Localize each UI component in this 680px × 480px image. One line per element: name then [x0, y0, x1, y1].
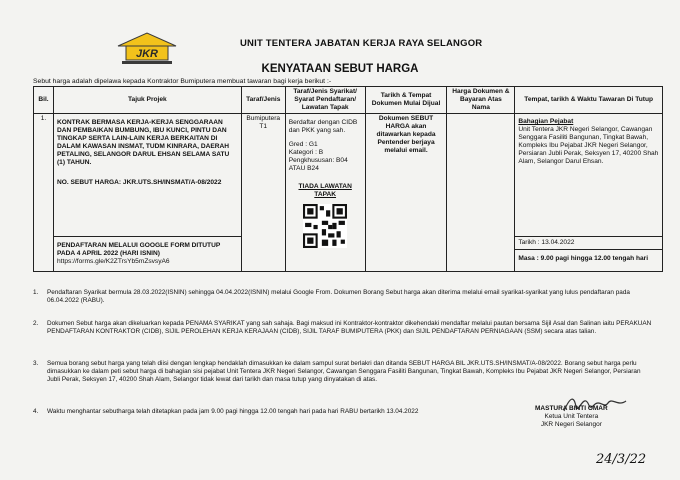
- quotation-table: [33, 86, 663, 272]
- cell-taraf: Bumiputera T1: [241, 114, 285, 272]
- cell-registration: [53, 237, 241, 272]
- note-1: [33, 289, 653, 305]
- jkr-logo: [112, 30, 182, 66]
- page-title: KENYATAAN SEBUT HARGA: [261, 63, 419, 75]
- col-header-tajuk: Tajuk Projek: [53, 87, 241, 114]
- cell-project: [53, 114, 241, 237]
- qr-code: [303, 204, 347, 248]
- cell-syarat: [285, 114, 365, 272]
- syarat-text: Berdaftar dengan CIDB dan PKK yang sah.: [288, 119, 358, 135]
- cell-tempat: [515, 114, 663, 237]
- note-number: 4.: [33, 408, 39, 415]
- logo-text: JKR: [135, 48, 159, 60]
- tempat-text: Unit Tentera JKR Negeri Selangor, Cawangan Senggara Fasiliti Bangunan, Tingkat Bawah, Kompleks Ibu Pejabat JKR Negeri Selangor, Persiaran Jubli Perak, Seksyen 17, 40200 Shah Alam, Selangor Darul Ehsan.: [518, 126, 659, 166]
- quotation-ref: NO. SEBUT HARGA: JKR.UTS.SH/INSMAT/A-08/2022: [56, 179, 222, 187]
- cell-closing: [515, 237, 663, 272]
- note-number: 2.: [33, 320, 39, 327]
- col-header-taraf: Taraf/Jenis: [241, 87, 285, 114]
- closing-date: Tarikh : 13.04.2022: [515, 237, 662, 250]
- signature-block: [535, 405, 608, 429]
- tempat-label: Bahagian Pejabat: [518, 118, 574, 126]
- project-title: KONTRAK BERMASA KERJA-KERJA SENGGARAAN DAN PEMBAIKAN BUMBUNG, IBU KUNCI, PINTU DAN TINGKAP SERTA LAIN-LAIN KERJA BERKAITAN DI DALAM KAWASAN INSMAT, TUDM KINRARA, DAERAH PETALING, SELANGOR DARUL EHSAN SELAMA SATU (1) TAHUN.: [56, 119, 230, 167]
- note-text: Semua borang sebut harga yang telah diisi dengan lengkap hendaklah dimasukkan ke dalam sampul surat berlakri dan ditanda SEBUT HARGA BIL JKR.UTS.SH/INSMAT/A-08/2022. Borang sebut harga perlu dimasukkan ke dalam peti sebut harga di bahagian sisi pejabat Unit Tentera JKR Negeri Selangor, Cawangan Senggara Fasiliti Bangunan, Tingkat Bawah, Kompleks Ibu Pejabat JKR Negeri Selangor, Persiaran Jubli Perak, Seksyen 17, 40200 Shah Alam, Selangor tidak lewat dari tarikh dan masa tutup yang dinyatakan di atas.: [47, 360, 641, 383]
- col-header-tarikh: Tarikh & Tempat Dokumen Mulai Dijual: [365, 87, 447, 114]
- cell-bil: 1.: [34, 114, 54, 272]
- organization-name: UNIT TENTERA JABATAN KERJA RAYA SELANGOR: [240, 38, 483, 49]
- note-text: Waktu menghantar sebutharga telah ditetapkan pada jam 9.00 pagi hingga 12.00 tengah hari pada hari RABU bertarikh 13.04.2022: [47, 408, 419, 415]
- note-3: [33, 360, 653, 384]
- intro-text: Sebut harga adalah dipelawa kepada Kontraktor Bumiputera membuat tawaran bagi kerja berikut :-: [33, 78, 332, 85]
- kategori-text: Kategori : B: [288, 149, 324, 157]
- pengkhususan-text: Pengkhususan: B04 ATAU B24: [288, 157, 348, 173]
- signatory-position: Ketua Unit Tentera: [544, 413, 599, 421]
- col-header-syarat: Taraf/Jenis Syarikat/ Syarat Pendaftaran/ Lawatan Tapak: [285, 87, 365, 114]
- table-header-row: [34, 87, 663, 114]
- note-4: [33, 408, 533, 416]
- closing-time: Masa : 9.00 pagi hingga 12.00 tengah hari: [518, 255, 649, 263]
- col-header-tempat: Tempat, tarikh & Waktu Tawaran Di Tutup: [515, 87, 663, 114]
- registration-text: PENDAFTARAN MELALUI GOOGLE FORM DITUTUP PADA 4 APRIL 2022 (HARI ISNIN): [56, 242, 221, 258]
- gred-text: Gred : G1: [288, 141, 318, 149]
- note-number: 1.: [33, 289, 39, 296]
- cell-harga: [447, 114, 515, 272]
- signatory-name: MASTURA BINTI OMAR: [535, 405, 608, 412]
- note-text: Dokumen Sebut harga akan dikeluarkan kepada PENAMA SYARIKAT yang sah sahaja. Bagi maksud ini Kontraktor-kontraktor dikehendaki mendaftar melalui pautan bersama Sijil Asal dan Salinan iaitu PERAKUAN PENDAFTARAN KONTRAKTOR (CIDB), SIJIL PEROLEHAN KERJA KERAJAAN (CIDB), SIJIL TARAF BUMIPUTERA (PKK) dan SIJIL PENDAFTARAN PERNIAGAAN (SSM) secara atas talian.: [47, 320, 652, 335]
- signatory-org: JKR Negeri Selangor: [540, 421, 602, 429]
- handwritten-date: 24/3/22: [596, 452, 647, 467]
- cell-dokumen: Dokumen SEBUT HARGA akan ditawarkan kepada Pentender berjaya melalui email.: [365, 114, 447, 272]
- col-header-bil: Bil.: [34, 87, 54, 114]
- note-number: 3.: [33, 360, 39, 367]
- form-url-link[interactable]: https://forms.gle/K2ZTrsYb5mZsvsyA6: [56, 258, 170, 266]
- note-text: Pendaftaran Syarikat bermula 28.03.2022(ISNIN) sehingga 04.04.2022(ISNIN) melalui Google From. Dokumen Borang Sebut harga akan diterima melalui email syarikat-syarikat yang lulus pendaftaran pada 06.04.2022 (RABU).: [47, 289, 630, 304]
- col-header-harga: Harga Dokumen & Bayaran Atas Nama: [447, 87, 515, 114]
- site-visit-text: TIADA LAWATAN TAPAK: [298, 183, 352, 199]
- table-row: [34, 114, 663, 237]
- note-2: [33, 320, 653, 336]
